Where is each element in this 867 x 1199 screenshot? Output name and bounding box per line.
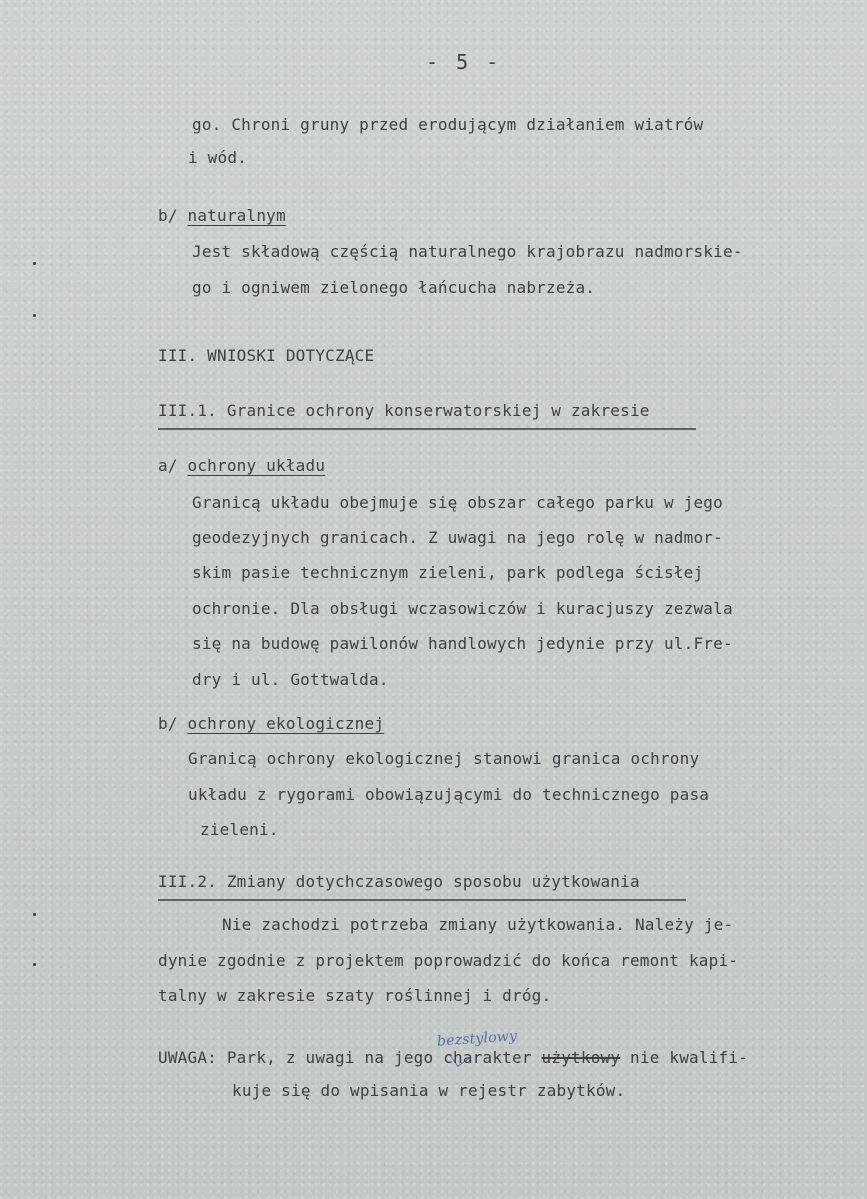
page-number: - 5 - bbox=[426, 50, 502, 74]
section-b-natural-heading bbox=[158, 208, 286, 224]
section-b-ecological-label: ochrony ekologicznej bbox=[187, 714, 385, 733]
note-label: UWAGA: bbox=[158, 1048, 217, 1067]
paragraph-1-line-1: go. Chroni gruny przed erodującym działaniem wiatrów bbox=[192, 115, 704, 134]
section-a-layout-label: ochrony układu bbox=[187, 456, 326, 475]
section-a-layout-prefix: a/ bbox=[158, 456, 188, 475]
heading-iii-1-underline bbox=[158, 428, 696, 430]
note-line-1-part-1: Park, z uwagi na jego bbox=[226, 1048, 434, 1067]
section-a-layout-heading bbox=[158, 458, 325, 474]
section-b-natural-line-1: Jest składową częścią naturalnego krajobrazu nadmorskie- bbox=[192, 242, 743, 261]
section-b-ecological-heading bbox=[158, 716, 384, 732]
section-changes-line-3: talny w zakresie szaty roślinnej i dróg. bbox=[158, 986, 552, 1005]
heading-iii-2-underline bbox=[158, 899, 686, 901]
section-a-layout-line-3: skim pasie technicznym zieleni, park podlega ścisłej bbox=[192, 563, 704, 582]
heading-iii: III. WNIOSKI DOTYCZĄCE bbox=[158, 346, 375, 365]
section-b-natural-label: naturalnym bbox=[187, 206, 286, 225]
scan-dot bbox=[33, 913, 36, 916]
handwritten-insert-note: bezstylowy bbox=[436, 1028, 518, 1050]
note-line-1-part-3: nie kwalifi- bbox=[630, 1048, 749, 1067]
section-a-layout-line-6: dry i ul. Gottwalda. bbox=[192, 670, 389, 689]
note-line-1 bbox=[158, 1050, 748, 1066]
section-b-ecological-line-1: Granicą ochrony ekologicznej stanowi granica ochrony bbox=[188, 749, 700, 768]
note-line-2: kuje się do wpisania w rejestr zabytków. bbox=[232, 1081, 626, 1100]
scan-dot bbox=[33, 963, 36, 966]
note-line-1-part-2: charakter bbox=[443, 1048, 532, 1067]
section-a-layout-line-4: ochronie. Dla obsługi wczasowiczów i kuracjuszy zezwala bbox=[192, 599, 733, 618]
section-a-layout-line-5: się na budowę pawilonów handlowych jedynie przy ul.Fre- bbox=[192, 634, 733, 653]
heading-iii-1: III.1. Granice ochrony konserwatorskiej w zakresie bbox=[158, 401, 650, 420]
section-a-layout-line-2: geodezyjnych granicach. Z uwagi na jego rolę w nadmor- bbox=[192, 528, 723, 547]
struck-word: użytkowy bbox=[541, 1048, 621, 1067]
section-b-natural-prefix: b/ bbox=[158, 206, 188, 225]
section-b-ecological-prefix: b/ bbox=[158, 714, 188, 733]
paragraph-1-line-2: i wód. bbox=[188, 148, 247, 167]
scan-dot bbox=[33, 262, 36, 265]
heading-iii-2: III.2. Zmiany dotychczasowego sposobu użytkowania bbox=[158, 872, 640, 891]
section-a-layout-line-1: Granicą układu obejmuje się obszar całego parku w jego bbox=[192, 493, 723, 512]
scan-dot bbox=[33, 314, 36, 317]
section-changes-line-2: dynie zgodnie z projektem poprowadzić do końca remont kapi- bbox=[158, 951, 739, 970]
section-b-natural-line-2: go i ogniwem zielonego łańcucha nabrzeża. bbox=[192, 278, 596, 297]
section-b-ecological-line-3: zieleni. bbox=[200, 820, 279, 839]
section-b-ecological-line-2: układu z rygorami obowiązującymi do technicznego pasa bbox=[188, 785, 710, 804]
section-changes-line-1: Nie zachodzi potrzeba zmiany użytkowania. Należy je- bbox=[222, 915, 734, 934]
